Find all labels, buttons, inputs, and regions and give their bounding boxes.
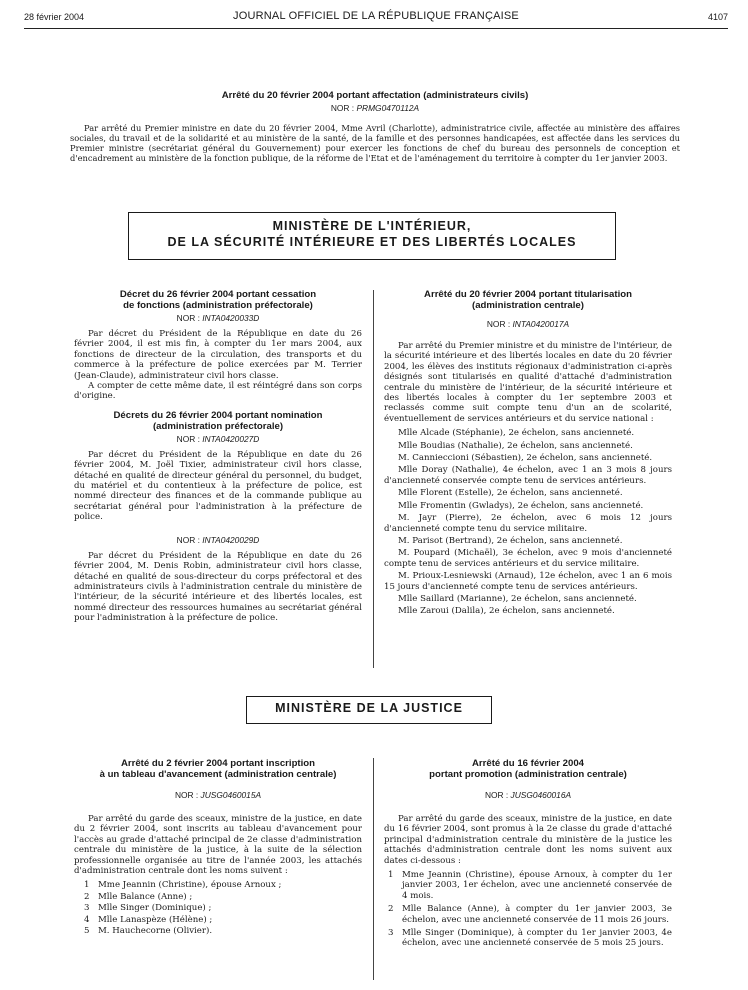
top-arrete [70, 90, 680, 163]
promotion-intro: Par arrêté du garde des sceaux, ministre de la justice, en date du 16 février 2004, sont promus à la 2e classe du grade d'attaché principal d'administration centrale du ministère de la justice les attachés d'administration centrale dont les noms suivent aux dates ci-dessous : [384, 814, 672, 866]
nor-reference: NOR : INTA0420027D [176, 433, 260, 444]
list-item: 3 Mlle Singer (Dominique) ; [84, 903, 212, 914]
ministry-line-2: DE LA SÉCURITÉ INTÉRIEURE ET DES LIBERTÉS LOCALES [167, 235, 577, 249]
page-header [24, 10, 728, 29]
list-item: Mlle Saillard (Marianne), 2e échelon, sans ancienneté. [398, 593, 637, 604]
ministry-interieur-banner [128, 212, 616, 260]
nor-reference: NOR : JUSG0460016A [484, 790, 572, 800]
list-item: M. Poupard (Michaël), 3e échelon, avec 9 mois d'ancienneté compte tenu de services antérieurs et du service militaire. [384, 548, 672, 569]
list-item: 4 Mlle Lanaspèze (Hélène) ; [84, 914, 213, 925]
arrete-inscription-title: Arrêté du 2 février 2004 portant inscription à un tableau d'avancement (administration centrale) [99, 758, 337, 780]
nor-reference: NOR : INTA0420033D [176, 313, 260, 323]
inscription-intro: Par arrêté du garde des sceaux, ministre de la justice, en date du 2 février 2004, sont inscrits au tableau d'avancement pour l'accès au grade d'attaché principal de 2e classe d'administration centrale du ministère de la justice, à la suite de la sélection professionnelle organisée au titre de l'année 2003, les attachés d'administration centrale dont les noms suivent : [74, 814, 362, 877]
list-item: Mlle Fromentin (Gwladys), 2e échelon, sans ancienneté. [398, 500, 644, 511]
nor-reference: NOR : JUSG0460015A [174, 790, 262, 800]
list-item: Mlle Doray (Nathalie), 4e échelon, avec 1 an 3 mois 8 jours d'ancienneté conservée compte tenu de services antérieurs. [384, 465, 672, 486]
list-item: M. Parisot (Bertrand), 2e échelon, sans ancienneté. [398, 535, 623, 546]
decret-nomination-title: Décrets du 26 février 2004 portant nomination (administration préfectorale) [113, 409, 323, 432]
list-item: Mlle Boudias (Nathalie), 2e échelon, sans ancienneté. [398, 440, 633, 451]
nor-reference: NOR : INTA0420017A [486, 319, 570, 329]
inscription-list [74, 880, 362, 936]
list-item: M. Jayr (Pierre), 2e échelon, avec 6 mois 12 jours d'ancienneté compte tenu du service militaire. [384, 513, 672, 534]
list-item: Mlle Zaroui (Dalila), 2e échelon, sans ancienneté. [398, 606, 615, 617]
list-item: M. Prioux-Lesniewski (Arnaud), 12e échelon, avec 1 an 6 mois 15 jours d'ancienneté compte tenu de services antérieurs. [384, 571, 672, 592]
list-item: 1 Mme Jeannin (Christine), épouse Arnoux ; [84, 880, 282, 891]
list-item: Mlle Florent (Estelle), 2e échelon, sans ancienneté. [398, 488, 623, 499]
arrete-titularisation-title: Arrêté du 20 février 2004 portant titularisation (administration centrale) [424, 289, 632, 311]
list-item: 5 M. Hauchecorne (Olivier). [84, 926, 213, 937]
nor-reference: NOR : PRMG0470112A [330, 103, 420, 113]
column-divider [373, 290, 374, 668]
right-column [384, 289, 672, 619]
journal-title: JOURNAL OFFICIEL DE LA RÉPUBLIQUE FRANÇAISE [233, 10, 519, 22]
decret-cessation-body-2: A compter de cette même date, il est réintégré dans son corps d'origine. [74, 381, 362, 402]
nor-reference: NOR : INTA0420029D [176, 534, 260, 545]
arrete-promotion-title: Arrêté du 16 février 2004 portant promotion (administration centrale) [429, 758, 627, 780]
column-divider [373, 758, 374, 980]
decret-cessation-body: Par décret du Président de la République en date du 26 février 2004, il est mis fin, à compter du 1er mars 2004, aux fonctions de directeur de la circulation, des transports et du commerce à la préfecture de police exercées par M. Terrier (Jean-Claude), administrateur civil hors classe. [74, 329, 362, 381]
list-item: 2 Mlle Balance (Anne), à compter du 1er janvier 2003, 3e échelon, avec une ancienneté conservée de 11 mois 26 jours. [388, 904, 672, 925]
list-item: 1 Mme Jeannin (Christine), épouse Arnoux, à compter du 1er janvier 2003, 1er échelon, avec une ancienneté conservée de 4 mois. [388, 870, 672, 901]
decret-nomination-body: Par décret du Président de la République en date du 26 février 2004, M. Joël Tixier, administrateur civil hors classe, détaché en qualité de directeur général du personnel, du budget, du matériel et du contentieux à la préfecture de police, est nommé directeur des finances et de la commande publique au secrétariat général pour l'administration à la préfecture de police. [74, 449, 362, 523]
ministry-line-1: MINISTÈRE DE L'INTÉRIEUR, [272, 219, 472, 233]
ministry-justice-banner: MINISTÈRE DE LA JUSTICE [246, 696, 492, 724]
list-item: 2 Mlle Balance (Anne) ; [84, 891, 193, 902]
issue-date: 28 février 2004 [24, 12, 85, 22]
list-item: M. Cannieccioni (Sébastien), 2e échelon, sans ancienneté. [398, 453, 653, 464]
page-number: 4107 [707, 12, 728, 22]
titularisation-intro: Par arrêté du Premier ministre et du ministre de l'intérieur, de la sécurité intérieure et des libertés locales en date du 20 février 2004, les élèves des instituts régionaux d'administration ci-après désignés sont titularisés en qualité d'attaché d'administration centrale du ministère de l'intérieur, de la sécurité intérieure et des libertés locales à compter du 1er septembre 2003 et reclassés comme suit compte tenu d'un an de scolarité, éventuellement de services antérieurs et du service national : [384, 341, 672, 424]
left-column [74, 289, 362, 624]
arrete-title: Arrêté du 20 février 2004 portant affectation (administrateurs civils) [221, 90, 529, 101]
decret-cessation-title: Décret du 26 février 2004 portant cessation de fonctions (administration préfectorale) [119, 289, 317, 311]
list-item: Mlle Alcade (Stéphanie), 2e échelon, sans ancienneté. [398, 428, 635, 439]
justice-right-column [384, 758, 672, 952]
list-item: 3 Mlle Singer (Dominique), à compter du 1er janvier 2003, 4e échelon, avec une ancienneté conservée de 5 mois 25 jours. [388, 928, 672, 949]
decret-nomination-body-2: Par décret du Président de la République en date du 26 février 2004, M. Denis Robin, administrateur civil hors classe, détaché en qualité de sous-directeur du corps préfectoral et des administrateurs civils à l'administration centrale du ministère de l'intérieur, de la sécurité intérieure et des libertés locales, est nommé directeur des ressources humaines au secrétariat général pour l'administration à la préfecture de police. [74, 550, 362, 624]
arrete-body: Par arrêté du Premier ministre en date du 20 février 2004, Mme Avril (Charlotte), administratrice civile, affectée au ministère des affaires sociales, du travail et de la solidarité et au ministère de la santé, de la famille et des personnes handicapées, est affectée dans les services du Premier ministre (secrétariat général du Gouvernement) pour exercer les fonctions de chef du bureau des personnels de conception et d'encadrement au ministère de la fonction publique, de la réforme de l'Etat et de l'aménagement du territoire à compter du 1er janvier 2003. [70, 123, 680, 163]
titularisation-list [384, 428, 672, 617]
promotion-list [384, 870, 672, 949]
justice-left-column [74, 758, 362, 937]
